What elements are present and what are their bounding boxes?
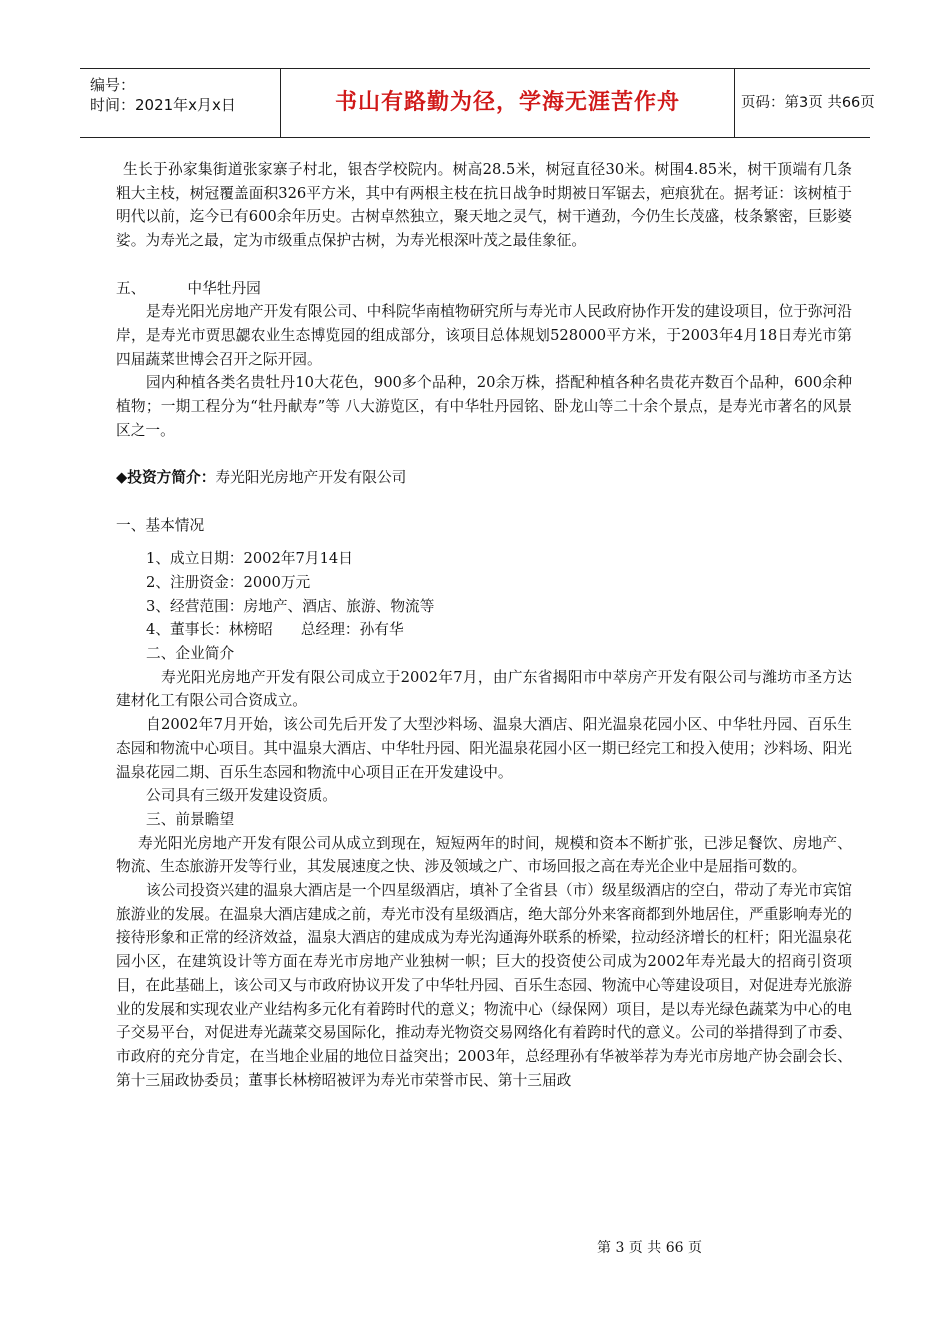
tree-paragraph: 生长于孙家集街道张家寨子村北，银杏学校院内。树高28.5米，树冠直径30米。树围4.85米，树干顶端有几条粗大主枝，树冠覆盖面积326平方米，其中有两根主枝在抗日战争时期被日军锯去，疤痕犹在。据考证：该树植于明代以前，迄今已有600余年历史。古树卓然独立，聚天地之灵气，树干遒劲，今仍生长茂盛，枝条繁密，巨影婆娑。为寿光之最，定为市级重点保护古树，为寿光根深叶茂之最佳象征。 <box>116 161 852 250</box>
document-date: 时间：2021年x月x日 <box>90 96 236 114</box>
peony-paragraph-1: 是寿光阳光房地产开发有限公司、中科院华南植物研究所与寿光市人民政府协作开发的建设项目，位于弥河沿岸，是寿光市贾思勰农业生态博览园的组成部分，该项目总体规划528000平方米，于2003年4月18日寿光市第四届蔬菜世博会召开之际开园。 <box>116 303 852 368</box>
document-number: 编号： <box>90 76 136 94</box>
outlook-paragraph-2: 该公司投资兴建的温泉大酒店是一个四星级酒店，填补了全省县（市）级星级酒店的空白，带动了寿光市宾馆旅游业的发展。在温泉大酒店建成之前，寿光市没有星级酒店，绝大部分外来客商都到外地居住，严重影响寿光的接待形象和正常的经济效益，温泉大酒店的建成成为寿光沟通海外联系的桥梁，拉动经济增长的杠杆；阳光温泉花园小区，在建筑设计等方面在寿光市房地产业独树一帜；巨大的投资使公司成为2002年寿光最大的招商引资项目，在此基础上，该公司又与市政府协议开发了中华牡丹园、百乐生态园、物流中心等建设项目，对促进寿光旅游业的发展和实现农业产业结构多元化有着跨时代的意义；物流中心（绿保网）项目，是以寿光绿色蔬菜为中心的电子交易平台，对促进寿光蔬菜交易国际化，推动寿光物资交易网络化有着跨时代的意义。公司的举措得到了市委、市政府的充分肯定，在当地企业届的地位日益突出；2003年，总经理孙有华被举荐为寿光市房地产协会副会长、第十三届政协委员；董事长林榜昭被评为寿光市荣誉市民、第十三届政 <box>116 882 852 1089</box>
gm-text: 总经理：孙有华 <box>300 621 404 639</box>
intro-paragraph-3: 公司具有三级开发建设资质。 <box>146 787 337 805</box>
chairman-text: 4、董事长：林榜昭 <box>146 621 273 639</box>
header-motto: 书山有路勤为径，学海无涯苦作舟 <box>280 69 735 137</box>
section5-number: 五、 <box>116 279 146 297</box>
document-body <box>116 158 852 1092</box>
outlook-paragraph-1: 寿光阳光房地产开发有限公司从成立到现在，短短两年的时间，规模和资本不断扩张，已涉足餐饮、房地产、物流、生态旅游开发等行业，其发展速度之快、涉及领域之广、市场回报之高在寿光企业中是屈指可数的。 <box>116 834 852 876</box>
header-meta <box>80 69 280 137</box>
intro-paragraph-2: 自2002年7月开始，该公司先后开发了大型沙料场、温泉大酒店、阳光温泉花园小区、中华牡丹园、百乐生态园和物流中心项目。其中温泉大酒店、中华牡丹园、阳光温泉花园小区一期已经完工和投入使用；沙料场、阳光温泉花园二期、百乐生态园和物流中心项目正在开发建设中。 <box>116 716 852 781</box>
section5-title: 中华牡丹园 <box>187 279 261 297</box>
page-header <box>80 68 875 138</box>
basic-heading: 一、基本情况 <box>116 516 205 534</box>
intro-paragraph-1: 寿光阳光房地产开发有限公司成立于2002年7月，由广东省揭阳市中萃房产开发有限公司与潍坊市圣方达建材化工有限公司合资成立。 <box>116 668 852 710</box>
peony-paragraph-2: 园内种植各类名贵牡丹10大花色，900多个品种，20余万株，搭配种植各种名贵花卉数百个品种，600余种植物；一期工程分为“牡丹献寿”等 八大游览区，有中华牡丹园铭、卧龙山等二十余个景点，是寿光市著名的风景区之一。 <box>116 374 852 439</box>
header-page-info: 页码：第3页 共66页 <box>741 95 875 111</box>
basic-item: 2、注册资金：2000万元 <box>146 573 311 591</box>
page-footer: 第 3 页 共 66 页 <box>597 1240 702 1256</box>
basic-item: 3、经营范围：房地产、酒店、旅游、物流等 <box>146 597 435 615</box>
section5-heading <box>116 277 852 301</box>
basic-item-leaders <box>116 618 852 642</box>
intro-heading: 二、企业简介 <box>146 645 235 663</box>
investor-heading <box>116 466 852 490</box>
basic-item: 1、成立日期：2002年7月14日 <box>146 550 353 568</box>
investor-name: 寿光阳光房地产开发有限公司 <box>215 469 407 487</box>
investor-label: ◆投资方简介： <box>116 469 216 487</box>
outlook-heading: 三、前景瞻望 <box>146 810 235 828</box>
